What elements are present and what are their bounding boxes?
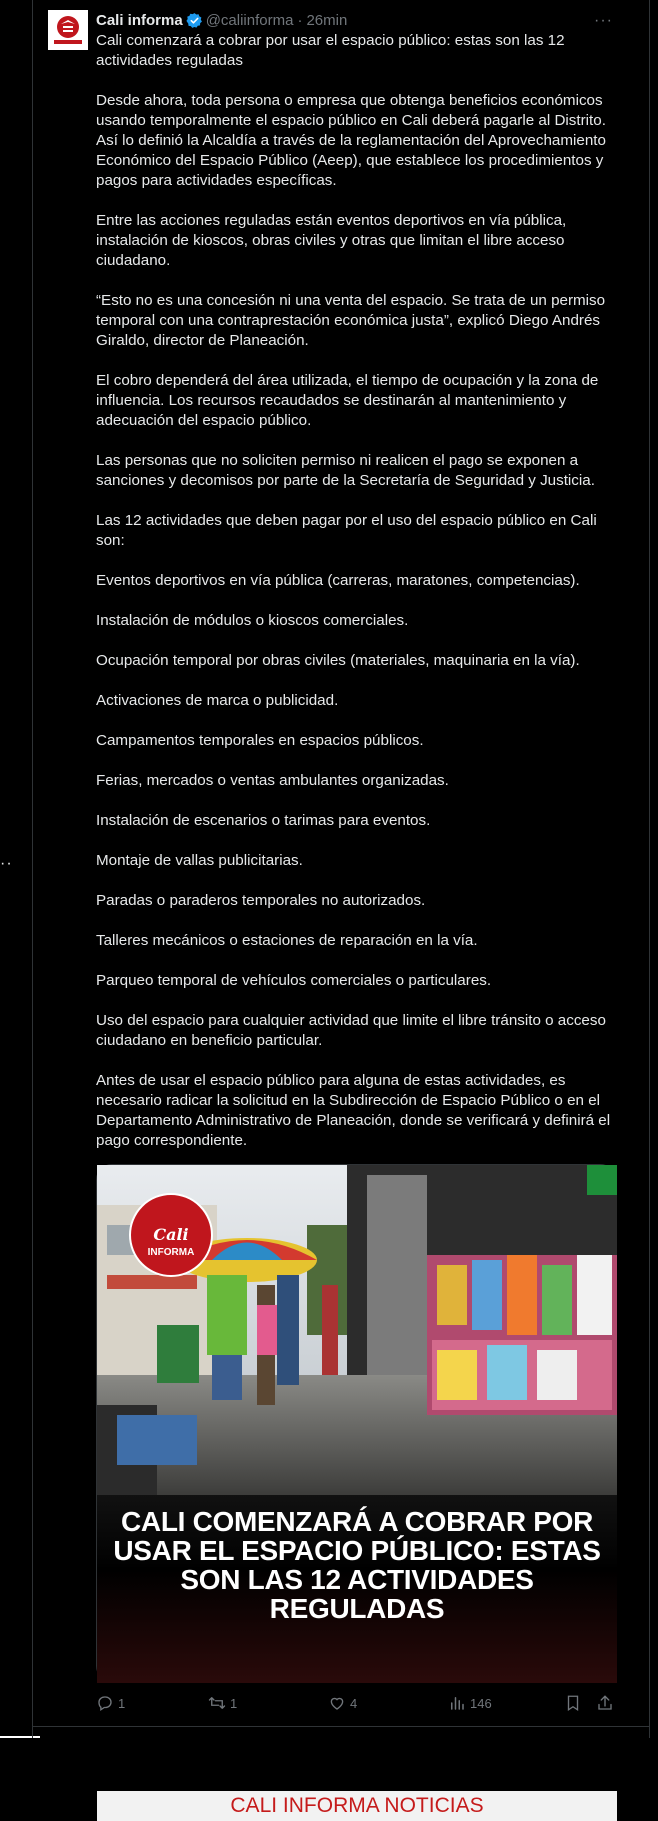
tweet-paragraph: Ocupación temporal por obras civiles (materiales, maquinaria en la vía). [96, 652, 580, 669]
header-separator: · [297, 11, 303, 29]
logo-text-cali: Cali [153, 1225, 189, 1244]
bookmark-icon [564, 1694, 582, 1712]
tweet-paragraph: Ferias, mercados o ventas ambulantes organizadas. [96, 772, 449, 789]
share-button[interactable] [596, 1694, 618, 1712]
tweet-paragraph: Eventos deportivos en vía pública (carreras, maratones, competencias). [96, 572, 580, 589]
like-icon [328, 1694, 346, 1712]
tweet-title: Cali comenzará a cobrar por usar el espacio público: estas son las 12 actividades reguladas [96, 32, 565, 69]
tweet-paragraph: Instalación de escenarios o tarimas para eventos. [96, 812, 431, 829]
author-handle[interactable]: @caliinforma [205, 11, 294, 29]
tweet-paragraph: Montaje de vallas publicitarias. [96, 852, 303, 869]
repost-button[interactable] [208, 1694, 237, 1712]
tweet-paragraph: Parqueo temporal de vehículos comerciales o particulares. [96, 972, 492, 989]
tweet-paragraph: Desde ahora, toda persona o empresa que obtenga beneficios económicos usando temporalmente el espacio público en Cali deberá pagarle al Distrito. Así lo definió la Alcaldía a través de la reglamentación del Aprovechamiento Económico del Espacio Público (Aeep), que establece los procedimientos y pagos para actividades específicas. [96, 92, 606, 189]
tweet-paragraph: Entre las acciones reguladas están eventos deportivos en vía pública, instalación de kioscos, obras civiles y otras que limitan el libre acceso ciudadano. [96, 212, 567, 269]
verified-icon [186, 12, 203, 29]
views-button[interactable] [448, 1694, 492, 1712]
views-icon [448, 1694, 466, 1712]
street-photo [97, 1165, 617, 1495]
share-icon [596, 1694, 614, 1712]
tweet-paragraph: Talleres mecánicos o estaciones de reparación en la vía. [96, 932, 478, 949]
tweet-paragraph: “Esto no es una concesión ni una venta del espacio. Se trata de un permiso temporal con una contraprestación económica justa”, explicó Diego Andrés Giraldo, director de Planeación. [96, 292, 606, 349]
logo-text-informa: INFORMA [147, 1247, 195, 1258]
tweet-paragraph: El cobro dependerá del área utilizada, el tiempo de ocupación y la zona de influencia. Los recursos recaudados se destinarán al mantenimiento y adecuación del espacio público. [96, 372, 599, 429]
bookmark-button[interactable] [564, 1694, 586, 1712]
avatar[interactable] [48, 10, 88, 50]
tweet-paragraph: Las personas que no soliciten permiso ni realicen el pago se exponen a sanciones y decomisos por parte de la Secretaría de Seguridad y Justicia. [96, 452, 595, 489]
footer-text: CALI INFORMA NOTICIAS [230, 1794, 484, 1817]
tweet-divider [32, 1726, 650, 1727]
avatar-logo-icon [48, 10, 88, 50]
repost-count: 1 [230, 1695, 238, 1711]
left-more-icon[interactable]: ·· [0, 855, 13, 872]
tweet-content [96, 10, 616, 1151]
reply-button[interactable] [96, 1694, 125, 1712]
tweet-paragraph: Activaciones de marca o publicidad. [96, 692, 339, 709]
tweet-paragraph: Uso del espacio para cualquier actividad que limite el libre tránsito o acceso ciudadano en beneficio particular. [96, 1012, 606, 1049]
tweet-paragraph: Antes de usar el espacio público para alguna de estas actividades, es necesario radicar la solicitud en la Subdirección de Espacio Público o en el Departamento Administrativo de Planeación, donde se verificará y definirá el pago correspondiente. [96, 1072, 611, 1149]
reply-icon [96, 1694, 114, 1712]
reply-count: 1 [118, 1695, 126, 1711]
tweet-text [96, 31, 616, 1151]
tweet-time[interactable]: 26min [306, 11, 348, 29]
tweet-header [96, 10, 616, 30]
like-button[interactable] [328, 1694, 357, 1712]
footer-strip [97, 1791, 617, 1821]
tweet-paragraph: Paradas o paraderos temporales no autorizados. [96, 892, 426, 909]
tweet-paragraph: Las 12 actividades que deben pagar por el uso del espacio público en Cali son: [96, 512, 597, 549]
author-name[interactable]: Cali informa [96, 11, 183, 29]
repost-icon [208, 1694, 226, 1712]
tweet-paragraph: Campamentos temporales en espacios públicos. [96, 732, 424, 749]
more-icon[interactable]: ··· [594, 12, 613, 29]
views-count: 146 [470, 1695, 492, 1711]
action-bar [96, 1694, 656, 1716]
tweet-paragraph: Instalación de módulos o kioscos comerciales. [96, 612, 409, 629]
like-count: 4 [350, 1695, 358, 1711]
brand-logo [129, 1193, 213, 1277]
image-headline: CALI COMENZARÁ A COBRAR POR USAR EL ESPACIO PÚBLICO: ESTAS SON LAS 12 ACTIVIDADES REGULADAS [113, 1506, 601, 1624]
